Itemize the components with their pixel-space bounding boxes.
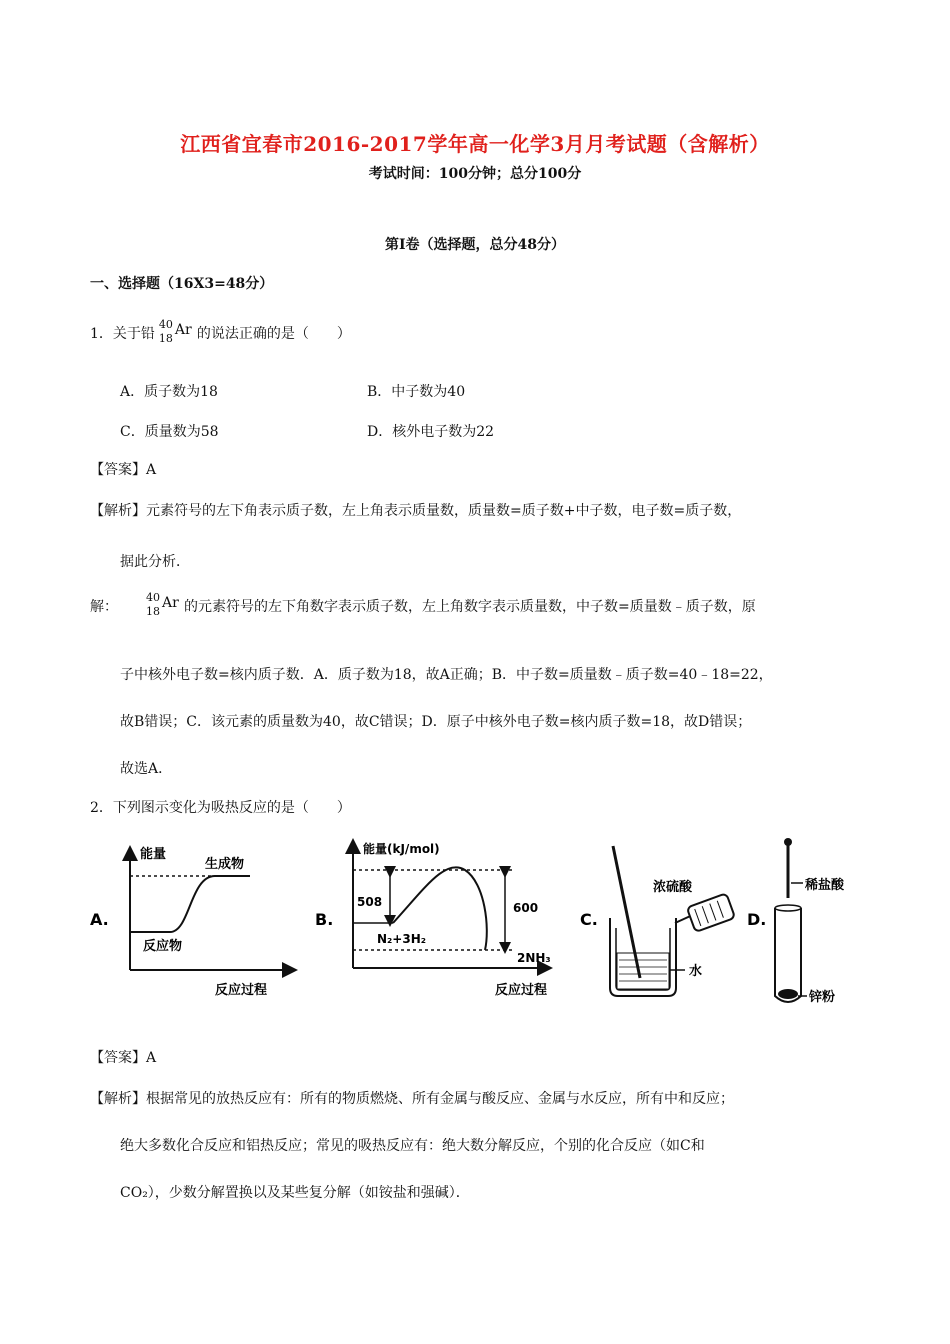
diagram-a: [90, 846, 290, 998]
question-1-option-d: D．核外电子数为22: [367, 424, 495, 440]
diagram-a-energy-curve: [130, 876, 250, 932]
diagram-b-x-label: 反应过程: [495, 983, 548, 998]
question-1-option-b: B．中子数为40: [367, 384, 466, 400]
mass-number: 40: [158, 318, 173, 331]
zinc-powder: [778, 989, 798, 999]
diagram-d: [747, 838, 845, 1005]
test-tube: [775, 908, 801, 1002]
question-1-solution-line-3: 故B错误；C．该元素的质量数为40，故C错误；D．原子中核外电子数=核内质子数=18，故D错误；: [120, 714, 752, 730]
diagram-d-acid-label: 稀盐酸: [805, 878, 845, 893]
exam-info: 考试时间：100分钟；总分100分: [368, 166, 582, 182]
diagram-b-right-value: 600: [513, 901, 539, 915]
question-1-option-c: C．质量数为58: [120, 424, 219, 440]
question-1-stem: [90, 320, 351, 348]
question-1-prefix: 1．关于铅: [90, 326, 155, 342]
acid-bottle: [687, 893, 735, 932]
argon-nuclide: [155, 320, 197, 348]
question-2-analysis: [90, 1088, 734, 1108]
diagram-b-product-label: 2NH₃: [517, 951, 551, 965]
diagram-b-y-label: 能量(kJ/mol): [363, 842, 440, 856]
question-2-stem: 2．下列图示变化为吸热反应的是（ ）: [90, 800, 351, 816]
diagram-c: [580, 846, 735, 996]
question-1-suffix: 的说法正确的是（ ）: [196, 326, 351, 342]
diagram-a-x-label: 反应过程: [215, 983, 268, 998]
water: [617, 953, 669, 989]
answer-label: 【答案】: [90, 462, 146, 478]
diagram-d-powder-label: 锌粉: [809, 990, 836, 1005]
section-title: 第I卷（选择题，总分48分）: [384, 237, 566, 253]
diagram-a-reactant-label: 反应物: [143, 939, 183, 954]
question-2-analysis-line-3: CO₂），少数分解置换以及某些复分解（如铵盐和强碱）．: [120, 1185, 470, 1201]
diagram-b-letter: B.: [315, 910, 334, 929]
diagram-a-letter: A.: [90, 910, 109, 929]
mass-number: 40: [146, 591, 160, 604]
question-1-option-a: A．质子数为18: [120, 384, 218, 400]
test-tube-rim: [775, 905, 801, 911]
atomic-number: 18: [146, 605, 160, 618]
diagram-b-left-value: 508: [357, 895, 383, 909]
question-1-answer: [90, 459, 156, 479]
question-1-solution: [90, 593, 756, 621]
question-2-analysis-line-2: 绝大多数化合反应和铝热反应；常见的吸热反应有：绝大数分解反应，个别的化合反应（如C和: [120, 1138, 705, 1154]
analysis-text: 元素符号的左下角表示质子数，左上角表示质量数，质量数=质子数+中子数，电子数=质子数，: [146, 503, 742, 519]
diagram-c-letter: C.: [580, 910, 598, 929]
question-1-analysis-line-2: 据此分析．: [120, 554, 190, 570]
answer-label: 【答案】: [90, 1050, 146, 1066]
question-1-analysis: [90, 500, 741, 520]
diagram-a-product-label: 生成物: [205, 857, 245, 872]
diagram-d-letter: D.: [747, 910, 767, 929]
part-heading: 一、选择题（16X3=48分）: [90, 276, 274, 292]
diagram-b: [315, 841, 551, 998]
answer-value: A: [146, 1050, 157, 1066]
analysis-label: 【解析】: [90, 503, 146, 519]
question-1-solution-line-4: 故选A．: [120, 761, 173, 777]
diagram-c-water-label: 水: [689, 964, 703, 979]
atomic-number: 18: [158, 332, 173, 345]
document-title: 江西省宜春市2016-2017学年高一化学3月月考试题（含解析）: [180, 132, 770, 156]
answer-value: A: [146, 462, 157, 478]
question-1-solution-line-2: 子中核外电子数=核内质子数．A．质子数为18，故A正确；B．中子数=质量数﹣质子数=40﹣18=22，: [120, 667, 773, 683]
solution-label: 解：: [90, 599, 118, 615]
question-2-diagrams: [85, 828, 885, 1033]
solution-text: 的元素符号的左下角数字表示质子数，左上角数字表示质量数，中子数=质量数﹣质子数，原: [184, 599, 756, 615]
analysis-text: 根据常见的放热反应有：所有的物质燃烧、所有金属与酸反应、金属与水反应，所有中和反应；: [146, 1091, 734, 1107]
diagram-a-y-label: 能量: [140, 847, 167, 862]
argon-nuclide-solution: [142, 593, 184, 621]
question-2-answer: [90, 1047, 156, 1067]
element-symbol: Ar: [162, 595, 179, 611]
diagram-c-acid-label: 浓硫酸: [653, 880, 693, 895]
diagram-b-reactant-label: N₂+3H₂: [377, 932, 427, 946]
analysis-label: 【解析】: [90, 1091, 146, 1107]
element-symbol: Ar: [174, 322, 192, 338]
